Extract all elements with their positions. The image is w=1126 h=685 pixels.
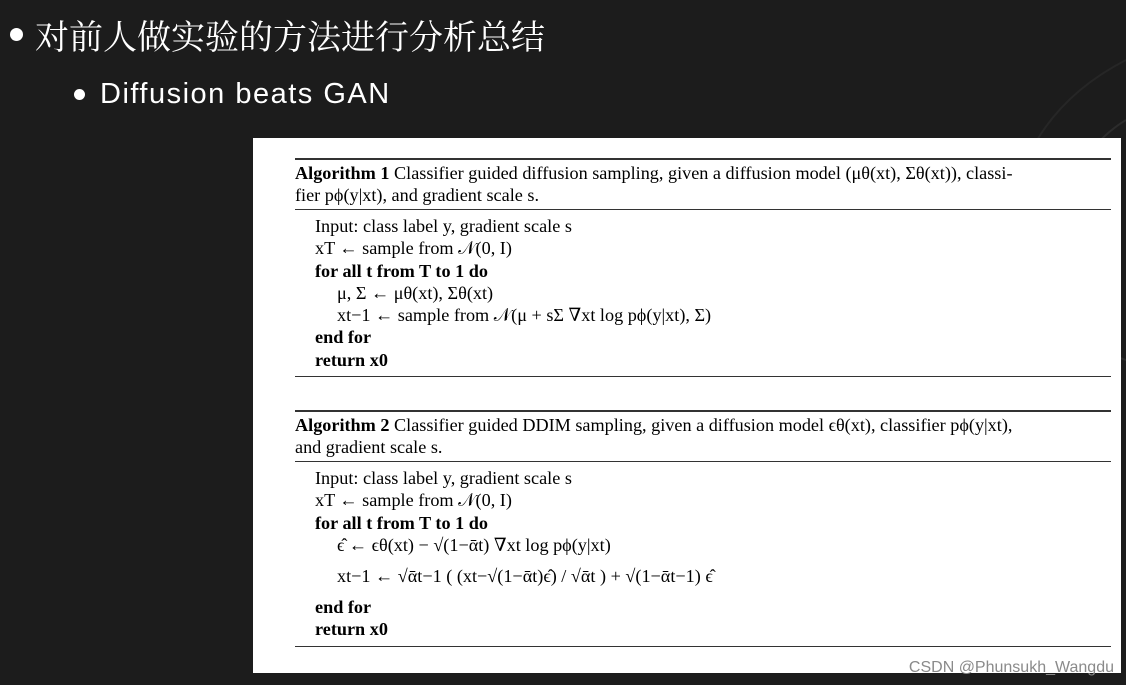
algorithm-line: Input: class label y, gradient scale s <box>315 468 572 488</box>
algorithm-2-caption <box>295 412 1111 461</box>
sub-bullet <box>74 78 391 111</box>
algorithm-1-caption-line-1: Classifier guided diffusion sampling, given a diffusion model (μθ(xt), Σθ(xt)), classi- <box>394 163 1013 183</box>
sub-bullet-text: Diffusion beats GAN <box>100 78 391 110</box>
main-bullet-text: 对前人做实验的方法进行分析总结 <box>35 18 545 58</box>
algorithm-1-title: Algorithm 1 <box>295 163 390 183</box>
algorithm-line: for all t from T to 1 do <box>315 512 488 533</box>
algorithm-2-title: Algorithm 2 <box>295 415 390 435</box>
algorithm-line: xt−1 ← √ᾱt−1 ( (xt−√(1−ᾱt)ϵ̂) / √ᾱt ) + √(1−ᾱt−1) ϵ̂ <box>337 566 713 587</box>
algorithm-line: for all t from T to 1 do <box>315 260 488 281</box>
algorithm-line: return x0 <box>315 349 388 370</box>
bullet-dot-icon <box>10 28 23 41</box>
algorithm-line: xT ← sample from 𝒩(0, I) <box>315 490 512 511</box>
algorithm-2-body <box>295 462 1111 646</box>
algorithm-line: xT ← sample from 𝒩(0, I) <box>315 238 512 259</box>
algorithm-2-caption-line-2: and gradient scale s. <box>295 437 443 457</box>
algorithm-line: Input: class label y, gradient scale s <box>315 216 572 236</box>
algorithm-line: return x0 <box>315 619 388 640</box>
algorithm-line: end for <box>315 597 372 618</box>
algorithm-line: xt−1 ← sample from 𝒩(μ + sΣ ∇xt log pϕ(y|xt), Σ) <box>337 305 712 326</box>
algorithm-2 <box>295 410 1111 647</box>
algorithm-2-caption-line-1: Classifier guided DDIM sampling, given a diffusion model ϵθ(xt), classifier pϕ(y|xt), <box>394 415 1013 435</box>
paper-excerpt-image <box>253 138 1121 673</box>
main-bullet <box>10 10 545 59</box>
algorithm-line: μ, Σ ← μθ(xt), Σθ(xt) <box>337 282 494 303</box>
algorithm-line: ϵ̂ ← ϵθ(xt) − √(1−ᾱt) ∇xt log pϕ(y|xt) <box>337 534 611 555</box>
algorithm-1-caption <box>295 160 1111 209</box>
bullet-dot-icon <box>74 89 85 100</box>
algorithm-1-caption-line-2: fier pϕ(y|xt), and gradient scale s. <box>295 185 540 205</box>
algorithm-line: end for <box>315 327 372 348</box>
algorithm-1-body <box>295 210 1111 376</box>
algorithm-1 <box>295 158 1111 377</box>
watermark: CSDN @Phunsukh_Wangdu <box>908 659 1114 676</box>
